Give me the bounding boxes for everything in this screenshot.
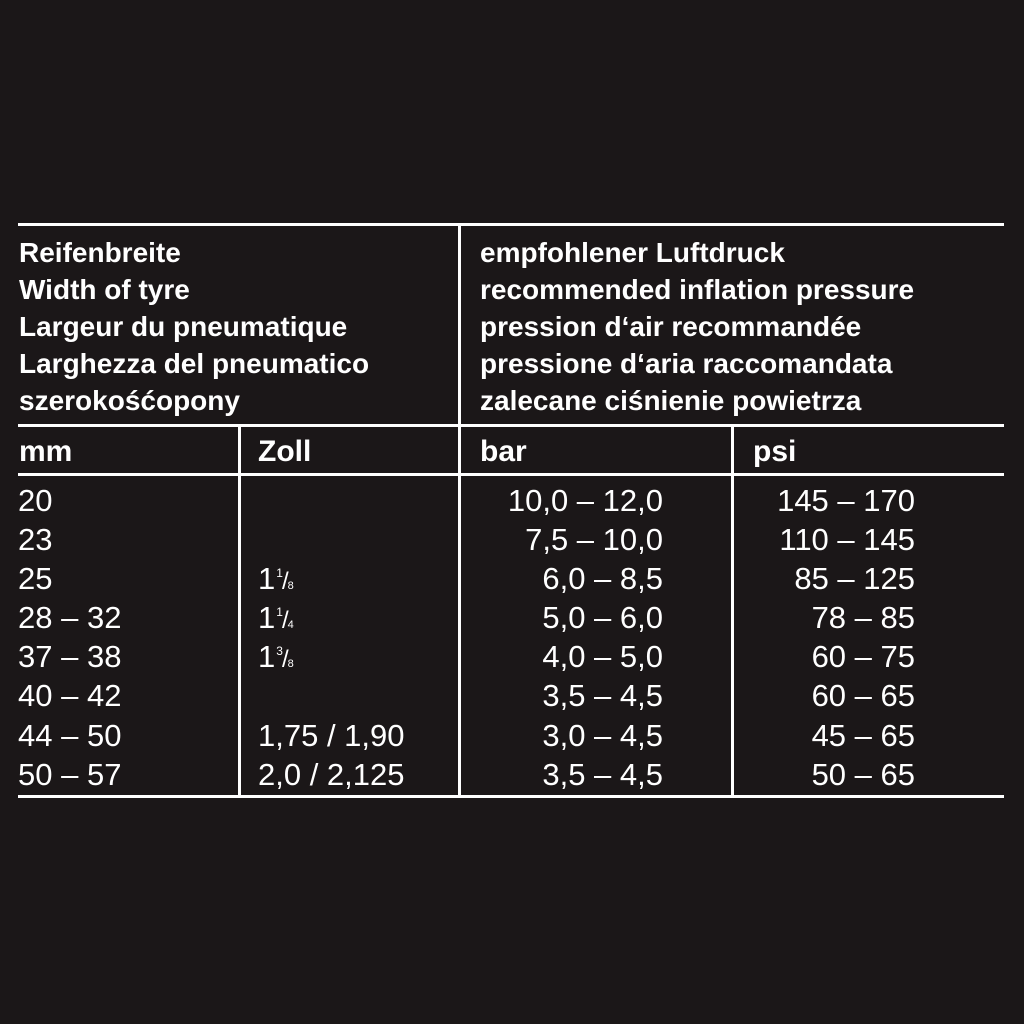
- cell-psi: 60 – 65: [811, 678, 915, 714]
- cell-mm: 28 – 32: [18, 600, 122, 636]
- cell-psi: 60 – 75: [811, 639, 915, 675]
- cell-bar: 3,0 – 4,5: [542, 717, 663, 753]
- cell-bar: 4,0 – 5,0: [542, 639, 663, 675]
- cell-mm: 37 – 38: [18, 639, 122, 675]
- inch-fraction: $1^1/8$: [258, 561, 294, 597]
- table-row: [0, 520, 1024, 559]
- cell-mm: 20: [18, 483, 53, 518]
- cell-psi: 78 – 85: [811, 600, 915, 636]
- cell-mm: 50 – 57: [18, 756, 122, 792]
- cell-mm: 23: [18, 522, 53, 558]
- cell-mm: 40 – 42: [18, 678, 122, 714]
- column-header-bar: bar: [480, 435, 527, 468]
- heading-line: Width of tyre: [19, 274, 190, 305]
- heading-line: pression d‘air recommandée: [480, 311, 862, 342]
- heading-line: Larghezza del pneumatico: [19, 348, 370, 379]
- cell-mm: 44 – 50: [18, 717, 122, 753]
- table-row: [0, 676, 1024, 715]
- cell-mm: 25: [18, 561, 53, 597]
- pressure-table-body: [0, 481, 1024, 794]
- column-head-rule: [18, 473, 1004, 476]
- cell-bar: 3,5 – 4,5: [542, 678, 663, 714]
- table-row: [0, 637, 1024, 676]
- pressure-heading: [480, 234, 914, 419]
- inch-fraction: $1^1/4$: [258, 600, 294, 636]
- cell-zoll: 1,75 / 1,90: [258, 717, 405, 753]
- heading-line: pressione d‘aria raccomandata: [480, 348, 893, 379]
- inch-fraction: $1^3/8$: [258, 639, 294, 675]
- heading-line: zalecane ciśnienie powietrza: [480, 385, 862, 416]
- table-bottom-rule: [18, 795, 1004, 798]
- cell-psi: 50 – 65: [811, 756, 915, 792]
- table-row: [0, 559, 1024, 598]
- column-header-mm: mm: [19, 435, 73, 468]
- heading-line: recommended inflation pressure: [480, 274, 915, 305]
- heading-line: empfohlener Luftdruck: [480, 237, 785, 268]
- table-top-rule: [18, 223, 1004, 226]
- cell-zoll: 2,0 / 2,125: [258, 756, 405, 792]
- cell-bar: 7,5 – 10,0: [525, 522, 663, 558]
- column-header-zoll: Zoll: [258, 435, 312, 468]
- table-row: [0, 481, 1024, 520]
- tyre-width-heading: [19, 234, 369, 419]
- header-divider-rule: [18, 424, 1004, 427]
- cell-psi: 145 – 170: [777, 483, 915, 518]
- cell-bar: 10,0 – 12,0: [507, 483, 663, 518]
- table-row: [0, 716, 1024, 755]
- heading-line: Largeur du pneumatique: [19, 311, 348, 342]
- heading-line: Reifenbreite: [19, 237, 181, 268]
- cell-psi: 45 – 65: [811, 717, 915, 753]
- cell-bar: 3,5 – 4,5: [542, 756, 663, 792]
- table-row: [0, 598, 1024, 637]
- table-row: [0, 755, 1024, 794]
- cell-bar: 5,0 – 6,0: [542, 600, 663, 636]
- cell-psi: 110 – 145: [779, 522, 915, 558]
- heading-line: szerokośćopony: [19, 385, 240, 416]
- cell-bar: 6,0 – 8,5: [542, 561, 663, 597]
- column-header-psi: psi: [753, 435, 797, 468]
- cell-psi: 85 – 125: [794, 561, 915, 597]
